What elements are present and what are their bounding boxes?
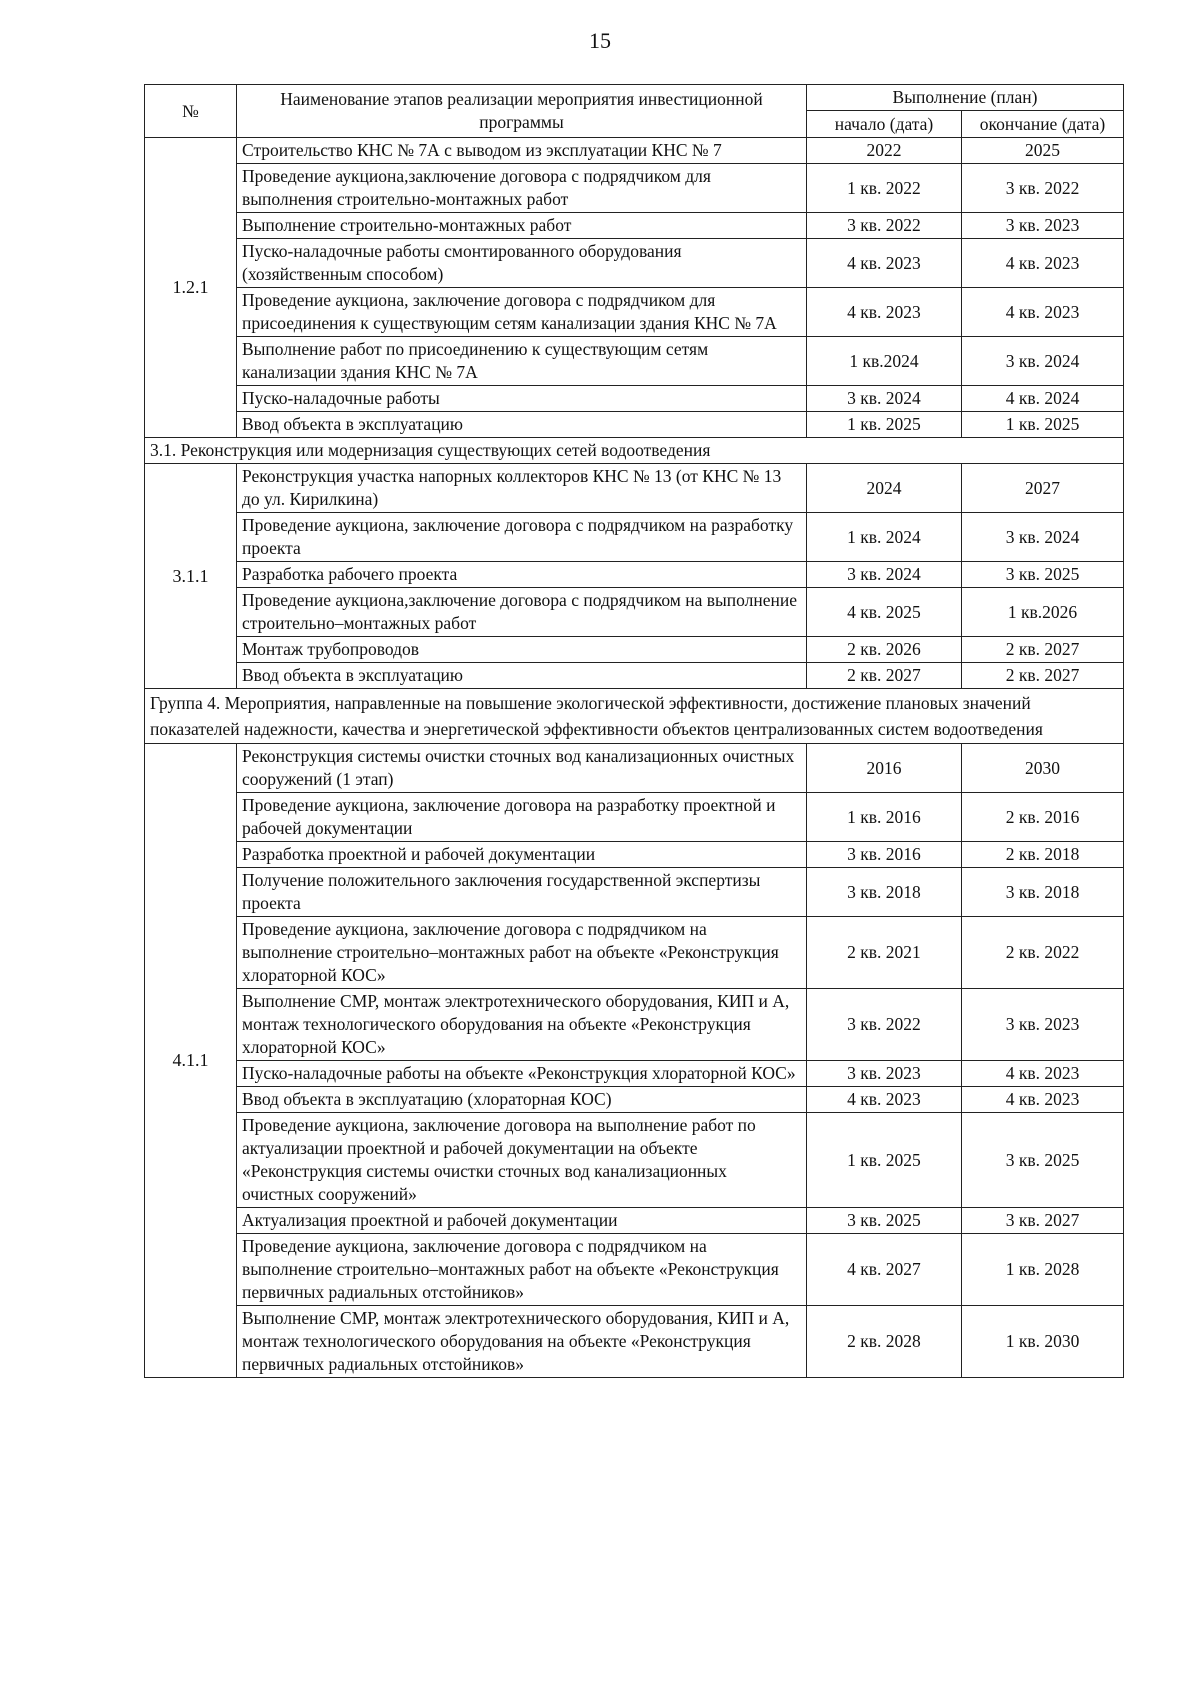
header-num: №	[145, 85, 237, 138]
table-row	[145, 868, 1124, 917]
start-date: 2 кв. 2021	[807, 917, 962, 989]
end-date: 4 кв. 2024	[962, 386, 1124, 412]
end-date: 2 кв. 2018	[962, 842, 1124, 868]
start-date: 3 кв. 2024	[807, 386, 962, 412]
stage-name: Проведение аукциона, заключение договора с подрядчиком на выполнение строительно–монтажных работ на объекте «Реконструкция хлораторной КОС»	[237, 917, 807, 989]
end-date: 2025	[962, 138, 1124, 164]
table-row	[145, 637, 1124, 663]
stage-name: Выполнение работ по присоединению к существующим сетям канализации здания КНС № 7А	[237, 337, 807, 386]
start-date: 4 кв. 2023	[807, 1087, 962, 1113]
stage-name: Проведение аукциона,заключение договора с подрядчиком для выполнения строительно-монтажных работ	[237, 164, 807, 213]
table-row	[145, 337, 1124, 386]
end-date: 2 кв. 2016	[962, 793, 1124, 842]
stage-name: Монтаж трубопроводов	[237, 637, 807, 663]
end-date: 3 кв. 2025	[962, 562, 1124, 588]
end-date: 1 кв. 2030	[962, 1306, 1124, 1378]
stage-name: Проведение аукциона, заключение договора на выполнение работ по актуализации проектной и рабочей документации на объекте «Реконструкция системы очистки сточных вод канализационных очистных сооружений»	[237, 1113, 807, 1208]
stage-name: Пуско-наладочные работы	[237, 386, 807, 412]
end-date: 4 кв. 2023	[962, 239, 1124, 288]
table-row	[145, 1113, 1124, 1208]
table-row	[145, 663, 1124, 689]
plan-body	[145, 138, 1124, 1378]
table-row	[145, 213, 1124, 239]
start-date: 4 кв. 2027	[807, 1234, 962, 1306]
end-date: 2030	[962, 744, 1124, 793]
table-row	[145, 513, 1124, 562]
table-row	[145, 744, 1124, 793]
end-date: 2 кв. 2027	[962, 663, 1124, 689]
table-row	[145, 164, 1124, 213]
stage-name: Ввод объекта в эксплуатацию	[237, 663, 807, 689]
header-execution: Выполнение (план)	[807, 85, 1124, 111]
section-heading: Группа 4. Мероприятия, направленные на повышение экологической эффективности, достижение плановых значений показателей надежности, качества и энергетической эффективности объектов централизованных систем водоотведения	[145, 689, 1124, 744]
stage-name: Выполнение СМР, монтаж электротехнического оборудования, КИП и А, монтаж технологического оборудования на объекте «Реконструкция первичных радиальных отстойников»	[237, 1306, 807, 1378]
stage-name: Проведение аукциона, заключение договора с подрядчиком на разработку проекта	[237, 513, 807, 562]
start-date: 1 кв. 2016	[807, 793, 962, 842]
end-date: 4 кв. 2023	[962, 1087, 1124, 1113]
section-row	[145, 689, 1124, 744]
header-stage-name: Наименование этапов реализации мероприятия инвестиционной программы	[237, 85, 807, 138]
table-row	[145, 1306, 1124, 1378]
start-date: 4 кв. 2023	[807, 288, 962, 337]
start-date: 1 кв. 2024	[807, 513, 962, 562]
section-row	[145, 438, 1124, 464]
section-heading: 3.1. Реконструкция или модернизация существующих сетей водоотведения	[145, 438, 1124, 464]
table-row	[145, 842, 1124, 868]
stage-name: Проведение аукциона, заключение договора на разработку проектной и рабочей документации	[237, 793, 807, 842]
stage-name: Ввод объекта в эксплуатацию (хлораторная КОС)	[237, 1087, 807, 1113]
start-date: 2 кв. 2026	[807, 637, 962, 663]
end-date: 2 кв. 2022	[962, 917, 1124, 989]
table-row	[145, 138, 1124, 164]
stage-name: Получение положительного заключения государственной экспертизы проекта	[237, 868, 807, 917]
stage-name: Реконструкция системы очистки сточных вод канализационных очистных сооружений (1 этап)	[237, 744, 807, 793]
end-date: 3 кв. 2018	[962, 868, 1124, 917]
end-date: 4 кв. 2023	[962, 288, 1124, 337]
start-date: 1 кв. 2025	[807, 1113, 962, 1208]
end-date: 1 кв. 2028	[962, 1234, 1124, 1306]
end-date: 3 кв. 2023	[962, 213, 1124, 239]
header-end: окончание (дата)	[962, 111, 1124, 138]
start-date: 3 кв. 2022	[807, 989, 962, 1061]
end-date: 4 кв. 2023	[962, 1061, 1124, 1087]
measure-number: 1.2.1	[145, 138, 237, 438]
start-date: 1 кв.2024	[807, 337, 962, 386]
start-date: 3 кв. 2016	[807, 842, 962, 868]
end-date: 3 кв. 2027	[962, 1208, 1124, 1234]
stage-name: Проведение аукциона,заключение договора с подрядчиком на выполнение строительно–монтажных работ	[237, 588, 807, 637]
start-date: 1 кв. 2025	[807, 412, 962, 438]
start-date: 2024	[807, 464, 962, 513]
table-row	[145, 793, 1124, 842]
stage-name: Актуализация проектной и рабочей документации	[237, 1208, 807, 1234]
stage-name: Проведение аукциона, заключение договора с подрядчиком для присоединения к существующим сетям канализации здания КНС № 7А	[237, 288, 807, 337]
stage-name: Разработка проектной и рабочей документации	[237, 842, 807, 868]
stage-name: Выполнение строительно-монтажных работ	[237, 213, 807, 239]
start-date: 4 кв. 2025	[807, 588, 962, 637]
end-date: 3 кв. 2023	[962, 989, 1124, 1061]
stage-name: Пуско-наладочные работы на объекте «Реконструкция хлораторной КОС»	[237, 1061, 807, 1087]
start-date: 4 кв. 2023	[807, 239, 962, 288]
stage-name: Ввод объекта в эксплуатацию	[237, 412, 807, 438]
start-date: 1 кв. 2022	[807, 164, 962, 213]
table-row	[145, 1234, 1124, 1306]
end-date: 1 кв.2026	[962, 588, 1124, 637]
stage-name: Строительство КНС № 7А с выводом из эксплуатации КНС № 7	[237, 138, 807, 164]
table-row	[145, 989, 1124, 1061]
end-date: 3 кв. 2024	[962, 337, 1124, 386]
stage-name: Проведение аукциона, заключение договора с подрядчиком на выполнение строительно–монтажных работ на объекте «Реконструкция первичных радиальных отстойников»	[237, 1234, 807, 1306]
end-date: 2027	[962, 464, 1124, 513]
table-row	[145, 464, 1124, 513]
table-row	[145, 562, 1124, 588]
end-date: 3 кв. 2024	[962, 513, 1124, 562]
end-date: 2 кв. 2027	[962, 637, 1124, 663]
measure-number: 3.1.1	[145, 464, 237, 689]
table-row	[145, 386, 1124, 412]
start-date: 3 кв. 2024	[807, 562, 962, 588]
end-date: 3 кв. 2025	[962, 1113, 1124, 1208]
table-row	[145, 288, 1124, 337]
start-date: 2 кв. 2027	[807, 663, 962, 689]
stage-name: Разработка рабочего проекта	[237, 562, 807, 588]
table-row	[145, 239, 1124, 288]
start-date: 3 кв. 2018	[807, 868, 962, 917]
table-row	[145, 412, 1124, 438]
measure-number: 4.1.1	[145, 744, 237, 1378]
start-date: 2016	[807, 744, 962, 793]
table-row	[145, 1208, 1124, 1234]
table-row	[145, 917, 1124, 989]
table-row	[145, 1087, 1124, 1113]
stage-name: Реконструкция участка напорных коллекторов КНС № 13 (от КНС № 13 до ул. Кирилкина)	[237, 464, 807, 513]
start-date: 2022	[807, 138, 962, 164]
end-date: 1 кв. 2025	[962, 412, 1124, 438]
table-row	[145, 1061, 1124, 1087]
end-date: 3 кв. 2022	[962, 164, 1124, 213]
start-date: 3 кв. 2022	[807, 213, 962, 239]
start-date: 3 кв. 2025	[807, 1208, 962, 1234]
start-date: 3 кв. 2023	[807, 1061, 962, 1087]
stage-name: Выполнение СМР, монтаж электротехнического оборудования, КИП и А, монтаж технологического оборудования на объекте «Реконструкция хлораторной КОС»	[237, 989, 807, 1061]
investment-plan-table	[144, 84, 1124, 1378]
page-number: 15	[589, 28, 611, 53]
start-date: 2 кв. 2028	[807, 1306, 962, 1378]
header-start: начало (дата)	[807, 111, 962, 138]
stage-name: Пуско-наладочные работы смонтированного оборудования (хозяйственным способом)	[237, 239, 807, 288]
table-row	[145, 588, 1124, 637]
